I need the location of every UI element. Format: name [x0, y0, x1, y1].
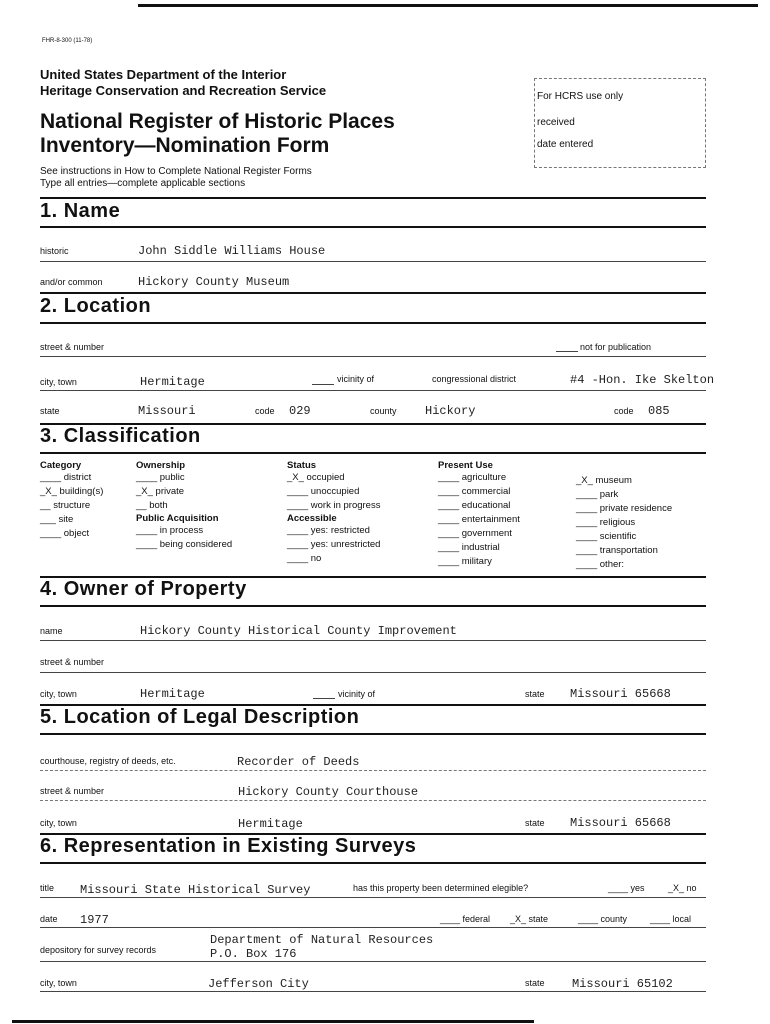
survey-city-value: Jefferson City	[208, 977, 309, 991]
not-for-pub-blank	[556, 351, 578, 352]
ownership-title: Ownership	[136, 460, 186, 471]
hcrs-date-entered: date entered	[537, 139, 594, 150]
survey-date-underline	[40, 927, 706, 928]
present-use-column-1	[438, 460, 520, 569]
common-value: Hickory County Museum	[138, 275, 290, 289]
street-number-label: street & number	[40, 342, 105, 352]
hcrs-box	[534, 78, 706, 168]
county-option: ____ county	[578, 914, 628, 924]
hcrs-received: received	[537, 117, 575, 128]
category-title: Category	[40, 460, 82, 471]
accessible-title: Accessible	[287, 513, 337, 524]
present-use-item: ____ religious	[576, 517, 636, 528]
historic-underline	[40, 261, 706, 262]
section2-top-rule	[40, 292, 706, 294]
section4-heading: 4. Owner of Property	[40, 578, 247, 600]
common-label: and/or common	[40, 277, 103, 287]
ownership-column	[136, 460, 232, 552]
legal-street-value: Hickory County Courthouse	[238, 785, 419, 799]
depository-label: depository for survey records	[40, 945, 157, 955]
owner-street-label: street & number	[40, 657, 105, 667]
eligible-no: _X_ no	[668, 883, 697, 893]
survey-state-label: state	[525, 978, 545, 988]
state-code-label: code	[255, 406, 275, 416]
depository-line1: Department of Natural Resources	[210, 933, 434, 947]
present-use-item: ____ transportation	[576, 545, 658, 556]
owner-street-underline	[40, 672, 706, 673]
section5-bottom-rule	[40, 733, 706, 735]
top-border-line	[138, 4, 758, 7]
depository-line2: P.O. Box 176	[210, 947, 297, 961]
section4-bottom-rule	[40, 605, 706, 607]
survey-date-value: 1977	[80, 913, 109, 927]
section1-bottom-rule	[40, 226, 706, 228]
city-town-label: city, town	[40, 377, 77, 387]
depository-underline	[40, 961, 706, 962]
section6-bottom-rule	[40, 862, 706, 864]
ownership-item: __ both	[136, 500, 168, 511]
state-value: Missouri	[138, 404, 196, 418]
survey-city-underline	[40, 991, 706, 992]
federal-option: ____ federal	[440, 914, 491, 924]
acquisition-item: ____ being considered	[136, 539, 233, 550]
congressional-district-label: congressional district	[432, 374, 517, 384]
agency-dept: United States Department of the Interior	[40, 67, 287, 82]
section1-heading: 1. Name	[40, 200, 121, 222]
survey-title-label: title	[40, 883, 55, 893]
section3-heading: 3. Classification	[40, 425, 201, 447]
category-item: ____ district	[40, 472, 92, 483]
present-use-item: ____ private residence	[576, 503, 673, 514]
present-use-item: ____ entertainment	[438, 514, 520, 525]
form-title-line2: Inventory—Nomination Form	[40, 134, 330, 157]
present-use-item: ____ military	[438, 556, 492, 567]
form-number: FHR-8-300 (11-78)	[42, 38, 93, 44]
bottom-border-line	[12, 1020, 534, 1023]
state-code-value: 029	[289, 404, 311, 418]
present-use-item: ____ agriculture	[438, 472, 507, 483]
vicinity-blank	[312, 384, 334, 385]
present-use-item: _X_ museum	[576, 475, 632, 486]
agency-service: Heritage Conservation and Recreation Service	[40, 83, 327, 98]
owner-state-label: state	[525, 689, 545, 699]
survey-title-value: Missouri State Historical Survey	[80, 883, 311, 897]
survey-state-value: Missouri 65102	[572, 977, 673, 991]
owner-name-underline	[40, 640, 706, 641]
section1-top-rule	[40, 197, 706, 199]
ownership-item: ____ public	[136, 472, 185, 483]
owner-name-value: Hickory County Historical County Improvement	[140, 624, 457, 638]
agency-block	[40, 67, 326, 99]
survey-city-label: city, town	[40, 978, 77, 988]
present-use-item: ____ educational	[438, 500, 511, 511]
legal-state-label: state	[525, 818, 545, 828]
not-for-publication: not for publication	[580, 342, 652, 352]
hcrs-box-title: For HCRS use only	[537, 91, 624, 102]
survey-date-label: date	[40, 914, 58, 924]
accessible-item: ____ yes: unrestricted	[287, 539, 381, 550]
status-title: Status	[287, 460, 317, 471]
owner-vicinity-blank	[313, 698, 335, 699]
state-option: _X_ state	[510, 914, 549, 924]
survey-title-underline	[40, 897, 706, 898]
city-underline	[40, 390, 706, 391]
eligible-question: has this property been determined elegible?	[353, 883, 529, 893]
status-column	[287, 460, 380, 566]
historic-label: historic	[40, 246, 69, 256]
form-title	[40, 110, 395, 158]
present-use-item: ____ commercial	[438, 486, 511, 497]
local-option: ____ local	[650, 914, 692, 924]
legal-street-underline	[40, 800, 706, 801]
accessible-item: ____ no	[287, 553, 322, 564]
ownership-item: _X_ private	[136, 486, 185, 497]
section6-heading: 6. Representation in Existing Surveys	[40, 835, 417, 857]
status-item: ____ work in progress	[287, 500, 381, 511]
section3-bottom-rule	[40, 452, 706, 454]
courthouse-label: courthouse, registry of deeds, etc.	[40, 756, 176, 766]
category-item: ___ site	[40, 514, 74, 525]
present-use-item: ____ scientific	[576, 531, 637, 542]
city-town-value: Hermitage	[140, 375, 205, 389]
acquisition-item: ____ in process	[136, 525, 204, 536]
section2-heading: 2. Location	[40, 295, 152, 317]
category-item: ____ object	[40, 528, 90, 539]
legal-city-label: city, town	[40, 818, 77, 828]
instructions-line1: See instructions in How to Complete National Register Forms	[40, 166, 312, 177]
public-acquisition-title: Public Acquisition	[136, 513, 219, 524]
status-item: ____ unoccupied	[287, 486, 360, 497]
county-value: Hickory	[425, 404, 476, 418]
section2-bottom-rule	[40, 322, 706, 324]
category-column	[40, 460, 103, 541]
owner-city-label: city, town	[40, 689, 77, 699]
legal-city-value: Hermitage	[238, 817, 303, 831]
historic-value: John Siddle Williams House	[138, 244, 326, 258]
status-item: _X_ occupied	[287, 472, 345, 483]
county-code-label: code	[614, 406, 634, 416]
legal-street-label: street & number	[40, 786, 105, 796]
instructions	[40, 166, 312, 190]
present-use-title: Present Use	[438, 460, 493, 471]
congressional-district-value: #4 -Hon. Ike Skelton	[570, 373, 715, 387]
owner-name-label: name	[40, 626, 63, 636]
accessible-item: ____ yes: restricted	[287, 525, 370, 536]
instructions-line2: Type all entries—complete applicable sections	[40, 178, 246, 189]
legal-state-value: Missouri 65668	[570, 816, 671, 830]
form-title-line1: National Register of Historic Places	[40, 110, 395, 133]
state-label: state	[40, 406, 60, 416]
eligible-yes: ____ yes	[608, 883, 645, 893]
courthouse-value: Recorder of Deeds	[237, 755, 360, 769]
present-use-item: ____ industrial	[438, 542, 500, 553]
category-item: _X_ building(s)	[40, 486, 104, 497]
section5-heading: 5. Location of Legal Description	[40, 706, 360, 728]
courthouse-underline	[40, 770, 706, 771]
present-use-item: ____ park	[576, 489, 619, 500]
present-use-item: ____ government	[438, 528, 512, 539]
owner-state-value: Missouri 65668	[570, 687, 671, 701]
street-underline	[40, 356, 706, 357]
present-use-column-2	[576, 474, 672, 572]
present-use-item: ____ other:	[576, 559, 625, 570]
county-label: county	[370, 406, 397, 416]
vicinity-label: vicinity of	[337, 374, 375, 384]
category-item: __ structure	[40, 500, 91, 511]
owner-vicinity-label: vicinity of	[338, 689, 376, 699]
county-code-value: 085	[648, 404, 670, 418]
owner-city-value: Hermitage	[140, 687, 205, 701]
